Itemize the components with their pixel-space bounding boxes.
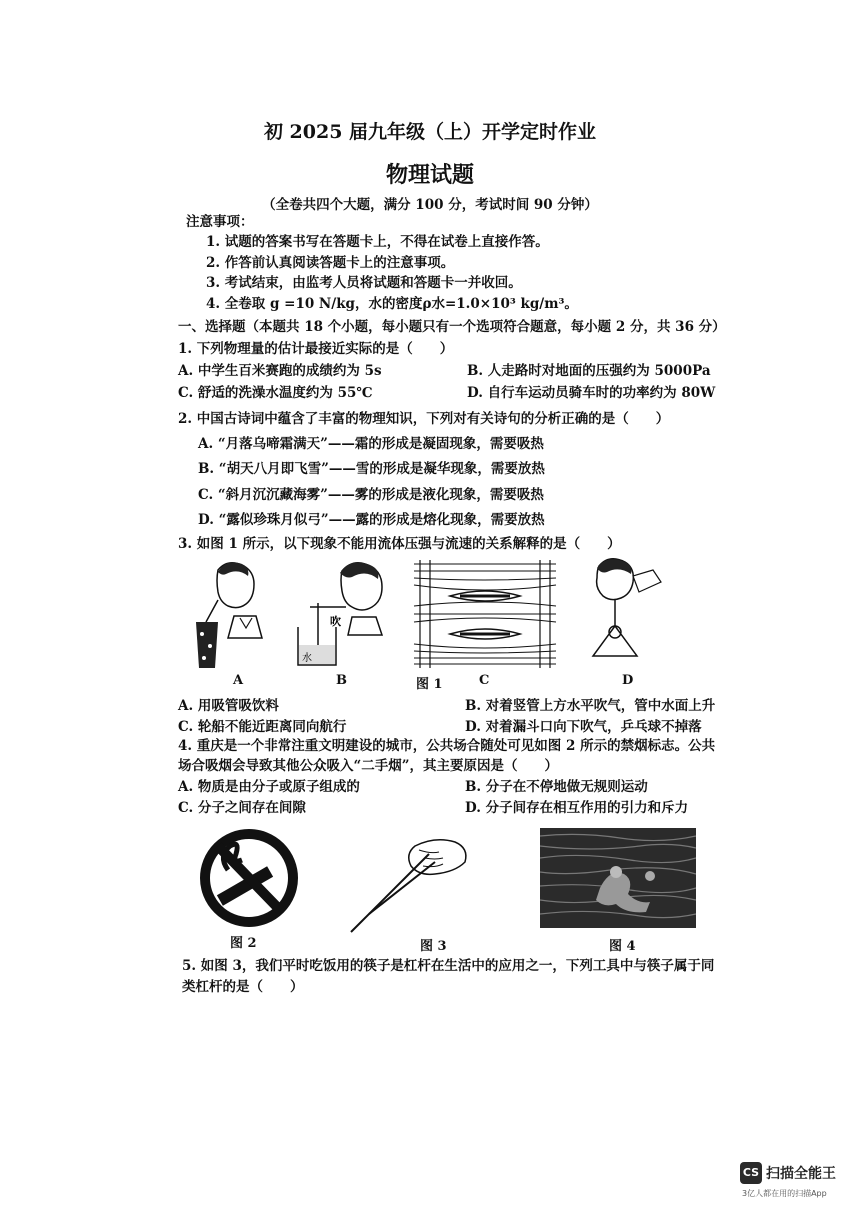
- note-1: 1. 试题的答案书写在答题卡上，不得在试卷上直接作答。: [206, 234, 549, 250]
- q2-option-a: A. “月落乌啼霜满天”——霜的形成是凝固现象，需要吸热: [198, 436, 544, 452]
- exam-info: （全卷共四个大题，满分 100 分，考试时间 90 分钟）: [262, 197, 598, 213]
- scanner-logo-icon: CS: [740, 1162, 762, 1184]
- note-2: 2. 作答前认真阅读答题卡上的注意事项。: [206, 255, 455, 271]
- q4-stem-line1: 4. 重庆是一个非常注重文明建设的城市，公共场合随处可见如图 2 所示的禁烟标志。公共: [178, 738, 716, 754]
- fig1-caption: 图 1: [416, 677, 443, 692]
- q4-option-b: B. 分子在不停地做无规则运动: [465, 779, 648, 795]
- notes-heading: 注意事项：: [186, 214, 254, 230]
- fig3-caption: 图 3: [420, 939, 447, 954]
- scanner-app-name: 扫描全能王: [766, 1166, 836, 1182]
- q3-stem: 3. 如图 1 所示，以下现象不能用流体压强与流速的关系解释的是（ ）: [178, 536, 621, 552]
- fig2-caption: 图 2: [230, 936, 257, 951]
- q2-stem: 2. 中国古诗词中蕴含了丰富的物理知识，下列对有关诗句的分析正确的是（ ）: [178, 411, 670, 427]
- note-4: 4. 全卷取 g =10 N/kg，水的密度ρ水=1.0×10³ kg/m³。: [206, 296, 578, 312]
- fig1b-water-label: 水: [302, 653, 312, 664]
- fig1c-label: C: [479, 673, 490, 688]
- q5-stem-line1: 5. 如图 3，我们平时吃饭用的筷子是杠杆在生活中的应用之一，下列工具中与筷子属于同: [182, 958, 715, 974]
- fig4-photo: [540, 828, 696, 928]
- q3-option-a: A. 用吸管吸饮料: [178, 698, 279, 714]
- q1-option-b: B. 人走路时对地面的压强约为 5000Pa: [467, 363, 711, 379]
- fig1b-blow-label: 吹: [330, 615, 341, 628]
- note-3: 3. 考试结束，由监考人员将试题和答题卡一并收回。: [206, 275, 522, 291]
- q2-option-c: C. “斜月沉沉藏海雾”——雾的形成是液化现象，需要吸热: [198, 487, 544, 503]
- q1-stem: 1. 下列物理量的估计最接近实际的是（ ）: [178, 341, 454, 357]
- q1-option-d: D. 自行车运动员骑车时的功率约为 80W: [467, 385, 716, 401]
- q3-option-c: C. 轮船不能近距离同向航行: [178, 719, 347, 735]
- fig1d-label: D: [622, 673, 634, 688]
- q1-option-c: C. 舒适的洗澡水温度约为 55℃: [178, 385, 373, 401]
- fig1b-blowing-illustration: [290, 557, 390, 672]
- chopsticks-illustration: [345, 832, 475, 936]
- q4-option-a: A. 物质是由分子或原子组成的: [178, 779, 360, 795]
- fig1c-ships-illustration: [410, 560, 560, 668]
- q2-option-b: B. “胡天八月即飞雪”——雪的形成是凝华现象，需要放热: [198, 461, 545, 477]
- q2-option-d: D. “露似珍珠月似弓”——露的形成是熔化现象，需要放热: [198, 512, 545, 528]
- q3-option-d: D. 对着漏斗口向下吹气，乒乓球不掉落: [465, 719, 702, 735]
- q1-option-a: A. 中学生百米赛跑的成绩约为 5s: [178, 363, 382, 379]
- fig1d-funnel-illustration: [585, 556, 665, 671]
- exam-title: 初 2025 届九年级（上）开学定时作业: [263, 121, 597, 143]
- section1-heading: 一、选择题（本题共 18 个小题，每小题只有一个选项符合题意，每小题 2 分，共 36 分）: [178, 319, 726, 335]
- fig1b-label: B: [336, 673, 347, 688]
- subject-title: 物理试题: [385, 162, 474, 188]
- scanner-tagline: 3亿人都在用的扫描App: [742, 1189, 827, 1198]
- no-smoking-sign-icon: [194, 826, 304, 930]
- fig1a-straw-illustration: [190, 560, 270, 672]
- q4-option-c: C. 分子之间存在间隙: [178, 800, 306, 816]
- q4-stem-line2: 场合吸烟会导致其他公众吸入“二手烟”，其主要原因是（ ）: [178, 758, 559, 774]
- q3-option-b: B. 对着竖管上方水平吹气，管中水面上升: [465, 698, 716, 714]
- fig4-caption: 图 4: [609, 939, 636, 954]
- q4-option-d: D. 分子间存在相互作用的引力和斥力: [465, 800, 689, 816]
- fig1a-label: A: [233, 673, 244, 688]
- q5-stem-line2: 类杠杆的是（ ）: [182, 979, 304, 995]
